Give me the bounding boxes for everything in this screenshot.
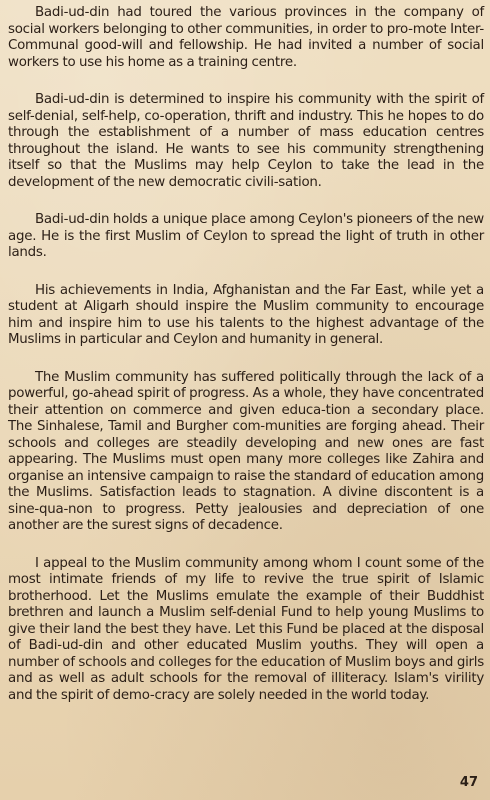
paragraph-5: The Muslim community has suffered politically through the lack of a powerful, go-ahead spirit of progress. As a whole, they have concentrated their attention on commerce and given educa-tion a secondary place. The Sinhalese, Tamil and Burgher com-munities are forging ahead. Their schools and colleges are steadily developing and new ones are fast appearing. The Muslims must open many more colleges like Zahira and organise an intensive campaign to raise the standard of education among the Muslims. Satisfaction leads to stagnation. A divine discontent is a sine-qua-non to progress. Petty jealousies and depreciation of one another are the surest signs of decadence. — [8, 369, 484, 533]
paragraph-6: I appeal to the Muslim community among whom I count some of the most intimate friends of my life to revive the true spirit of Islamic brotherhood. Let the Muslims emulate the example of their Buddhist brethren and launch a Muslim self-denial Fund to help young Muslims to give their land the best they have. Let this Fund be placed at the disposal of Badi-ud-din and other educated Muslim youths. They will open a number of schools and colleges for the education of Muslim boys and girls and as well as adult schools for the removal of illiteracy. Islam's virility and the spirit of demo-cracy are solely needed in the world today. — [8, 555, 484, 703]
paragraph-3: Badi-ud-din holds a unique place among Ceylon's pioneers of the new age. He is the first Muslim of Ceylon to spread the light of truth in other lands. — [8, 212, 484, 260]
page-number: 47 — [459, 775, 478, 790]
body-text — [8, 5, 484, 725]
paragraph-1: Badi-ud-din had toured the various provinces in the company of social workers belonging to other communities, in order to pro-mote Inter-Communal good-will and fellowship. He had invited a number of social workers to use his home as a training centre. — [8, 5, 484, 70]
paragraph-2: Badi-ud-din is determined to inspire his community with the spirit of self-denial, self-help, co-operation, thrift and industry. This he hopes to do through the establishment of a number of mass education centres throughout the island. He wants to see his community strengthening itself so that the Muslims may help Ceylon to take the lead in the development of the new democratic civili-sation. — [8, 92, 484, 190]
paragraph-4: His achievements in India, Afghanistan and the Far East, while yet a student at Aligarh should inspire the Muslim community to encourage him and inspire him to use his talents to the highest advantage of the Muslims in particular and Ceylon and humanity in general. — [8, 282, 484, 347]
